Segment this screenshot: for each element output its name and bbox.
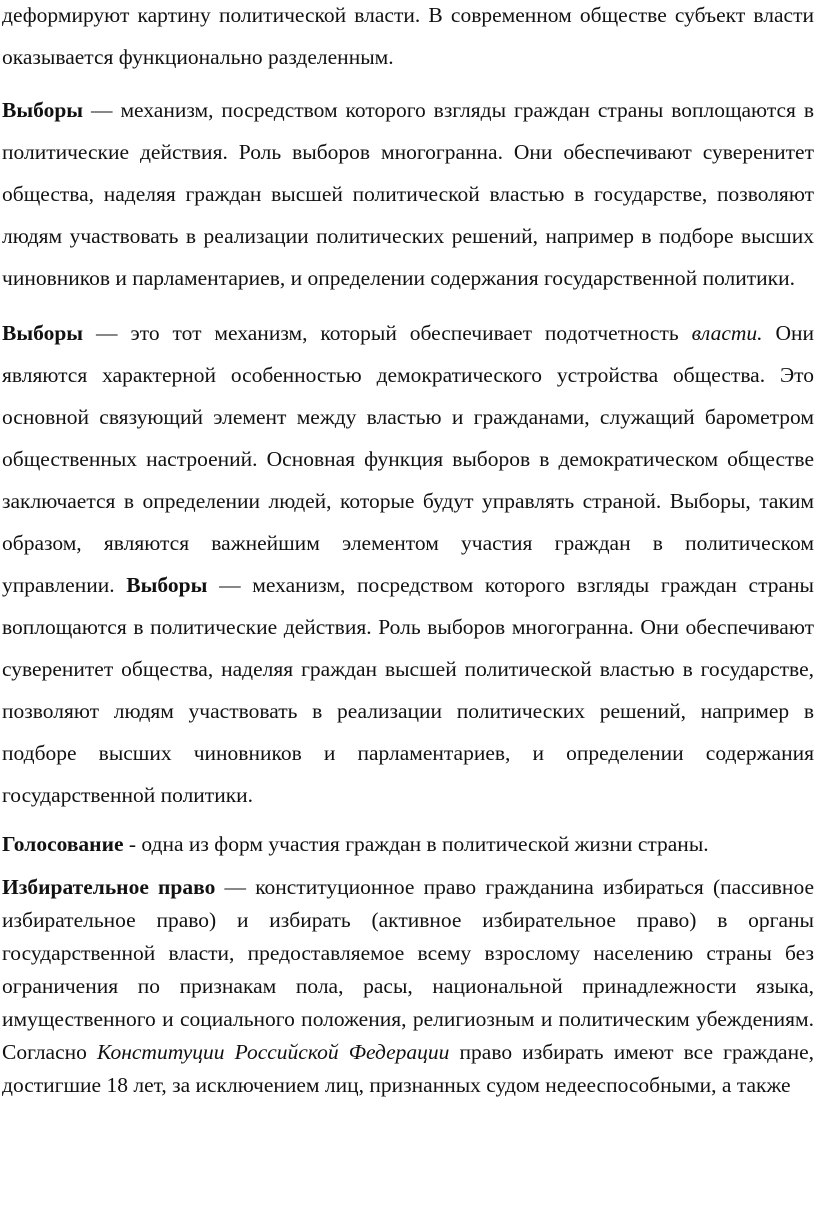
term-elections: Выборы <box>2 321 84 345</box>
paragraph-elections-accountability-text-c: — механизм, посредством которого взгляды граждан страны воплощаются в политические действия. Роль выборов многогранна. Они обеспечивают суверенитет общества, наделяя граждан высшей политической властью в государстве, позволяют людям участвовать в реализации политических решений, например в подборе высших чиновников и парламентариев, и определении содержания государственной политики. <box>2 573 814 807</box>
paragraph-voting <box>2 828 814 861</box>
paragraph-elections-definition <box>2 89 814 299</box>
term-voting: Голосование <box>2 832 124 856</box>
paragraph-suffrage <box>2 871 814 1102</box>
italic-constitution: Конституции Российской Федерации <box>97 1040 450 1064</box>
paragraph-elections-accountability-text-a: — это тот механизм, который обеспечивает подотчетность <box>83 321 692 345</box>
term-suffrage: Избирательное право <box>2 875 216 899</box>
paragraph-voting-text: - одна из форм участия граждан в политической жизни страны. <box>123 832 709 856</box>
paragraph-elections-accountability-text-b: Они являются характерной особенностью демократического устройства общества. Это основной связующий элемент между властью и гражданами, служащий барометром общественных настроений. Основная функция выборов в демократическом обществе заключается в определении людей, которые будут управлять страной. Выборы, таким образом, являются важнейшим элементом участия граждан в политическом управлении. <box>2 321 814 597</box>
term-elections-second: Выборы <box>126 573 208 597</box>
paragraph-suffrage-text-a: — конституционное право гражданина избираться (пассивное избирательное право) и избирать (активное избирательное право) в органы государственной власти, предоставляемое всему взрослому населению страны без ограничения по признакам пола, расы, национальной принадлежности языка, имущественного и социального положения, религиозным и политическим убеждениям. Согласно <box>2 875 814 1064</box>
paragraph-suffrage-text-b: право избирать имеют все граждане, достигшие 18 лет, за исключением лиц, признанных судом недееспособными, а также <box>2 1040 814 1097</box>
paragraph-elections-definition-text: — механизм, посредством которого взгляды граждан страны воплощаются в политические действия. Роль выборов многогранна. Они обеспечивают суверенитет общества, наделяя граждан высшей политической властью в государстве, позволяют людям участвовать в реализации политических решений, например в подборе высших чиновников и парламентариев, и определении содержания государственной политики. <box>2 98 814 290</box>
term-elections: Выборы <box>2 98 84 122</box>
paragraph-intro-text: деформируют картину политической власти. В современном обществе субъект власти оказывается функционально разделенным. <box>2 3 814 69</box>
paragraph-intro <box>2 0 814 78</box>
italic-power: власти. <box>691 321 763 345</box>
paragraph-elections-accountability <box>2 312 814 816</box>
